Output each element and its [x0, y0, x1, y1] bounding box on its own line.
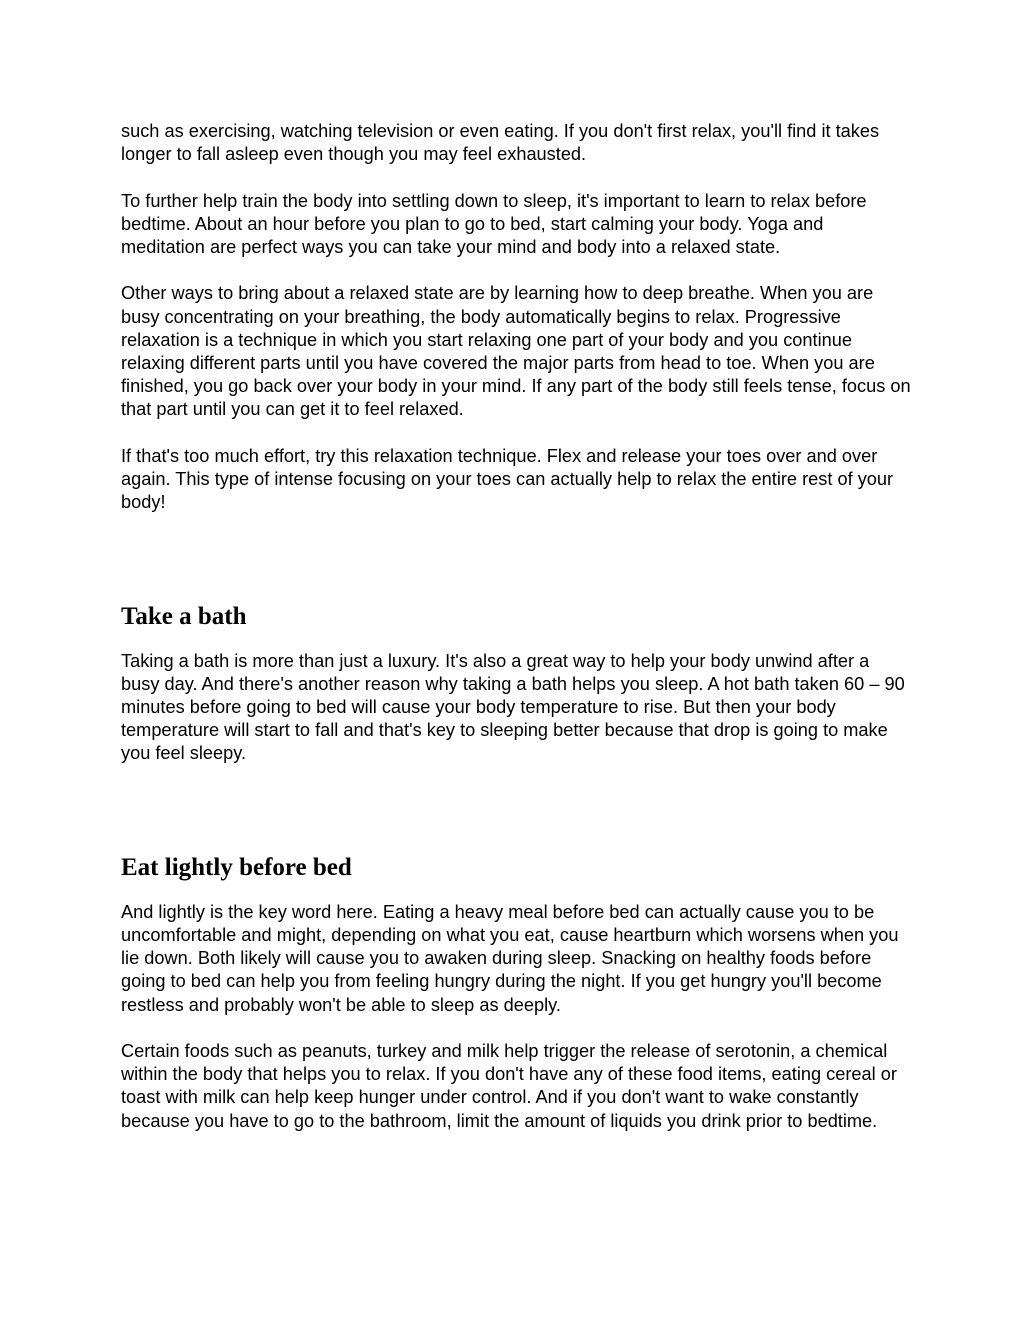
document-page — [121, 120, 911, 1156]
paragraph-intro-1: such as exercising, watching television or even eating. If you don't first relax, you'll find it takes longer to fall asleep even though you may feel exhausted. — [121, 121, 880, 165]
paragraph-intro-2: To further help train the body into settling down to sleep, it's important to learn to relax before bedtime. About an hour before you plan to go to bed, start calming your body. Yoga and meditation are perfect ways you can take your mind and body into a relaxed state. — [121, 190, 867, 257]
paragraph-bath-1: Taking a bath is more than just a luxury. It's also a great way to help your body unwind after a busy day. And there's another reason why taking a bath helps you sleep. A hot bath taken 60 – 90 minutes before going to bed will cause your body temperature to rise. But then your body temperature will start to fall and that's key to sleeping better because that drop is going to make you feel sleepy. — [121, 650, 905, 764]
paragraph-eat-1: And lightly is the key word here. Eating a heavy meal before bed can actually cause you to be uncomfortable and might, depending on what you eat, cause heartburn which worsens when you lie down. Both likely will cause you to awaken during sleep. Snacking on healthy foods before going to bed can help you from feeling hungry during the night. If you get hungry you'll become restless and probably won't be able to sleep as deeply. — [121, 901, 899, 1015]
section-heading-eat-lightly: Eat lightly before bed — [121, 853, 352, 881]
paragraph-intro-4: If that's too much effort, try this relaxation technique. Flex and release your toes over and over again. This type of intense focusing on your toes can actually help to relax the entire rest of your body! — [121, 445, 894, 513]
section-heading-take-a-bath: Take a bath — [121, 602, 247, 630]
paragraph-intro-3: Other ways to bring about a relaxed state are by learning how to deep breathe. When you are busy concentrating on your breathing, the body automatically begins to relax. Progressive relaxation is a technique in which you start relaxing one part of your body and you continue relaxing different parts until you have covered the major parts from head to toe. When you are finished, you go back over your body in your mind. If any part of the body still feels tense, focus on that part until you can get it to feel relaxed. — [121, 283, 911, 420]
paragraph-eat-2: Certain foods such as peanuts, turkey and milk help trigger the release of serotonin, a chemical within the body that helps you to relax. If you don't have any of these food items, eating cereal or toast with milk can help keep hunger under control. And if you don't want to wake constantly because you have to go to the bathroom, limit the amount of liquids you drink prior to bedtime. — [121, 1041, 897, 1131]
